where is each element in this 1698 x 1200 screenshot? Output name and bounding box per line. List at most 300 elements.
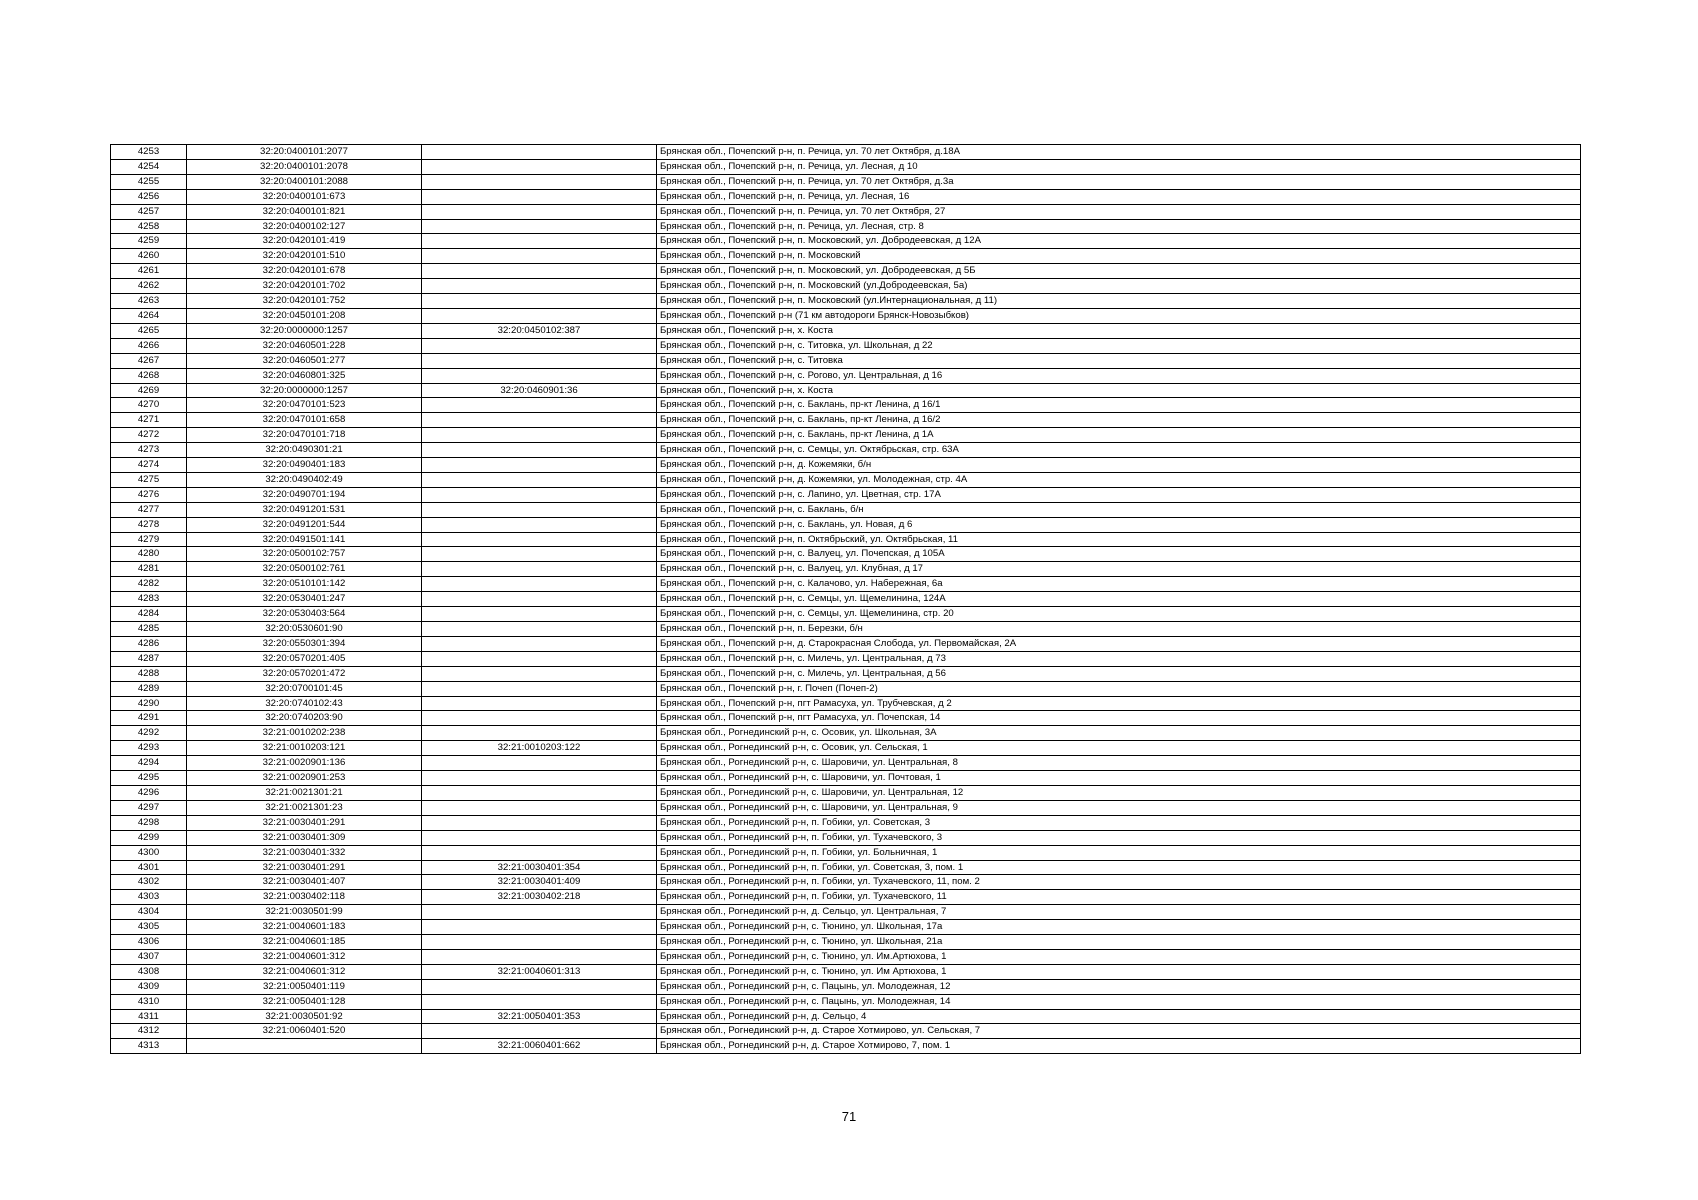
cadastral-number-cell: 32:20:0530401:247	[187, 592, 422, 607]
table-row	[111, 651, 1581, 666]
row-number-cell: 4270	[111, 398, 187, 413]
row-number-cell: 4262	[111, 279, 187, 294]
building-number-cell	[422, 487, 657, 502]
building-number-cell	[422, 607, 657, 622]
building-number-cell	[422, 472, 657, 487]
address-cell: Брянская обл., Почепский р-н, с. Семцы, ул. Октябрьская, стр. 63А	[657, 443, 1581, 458]
table-row	[111, 815, 1581, 830]
address-cell: Брянская обл., Почепский р-н, с. Баклань, пр-кт Ленина, д 16/1	[657, 398, 1581, 413]
cadastral-number-cell: 32:20:0491201:531	[187, 502, 422, 517]
row-number-cell: 4266	[111, 338, 187, 353]
row-number-cell: 4311	[111, 1009, 187, 1024]
row-number-cell: 4286	[111, 636, 187, 651]
table-row	[111, 279, 1581, 294]
row-number-cell: 4271	[111, 413, 187, 428]
building-number-cell	[422, 756, 657, 771]
row-number-cell: 4300	[111, 845, 187, 860]
address-cell: Брянская обл., Рогнединский р-н, п. Гобики, ул. Тухачевского, 11	[657, 890, 1581, 905]
row-number-cell: 4309	[111, 979, 187, 994]
table-row	[111, 458, 1581, 473]
row-number-cell: 4261	[111, 264, 187, 279]
table-row	[111, 577, 1581, 592]
building-number-cell	[422, 577, 657, 592]
building-number-cell	[422, 815, 657, 830]
cadastral-number-cell: 32:20:0470101:523	[187, 398, 422, 413]
row-number-cell: 4306	[111, 935, 187, 950]
row-number-cell: 4276	[111, 487, 187, 502]
row-number-cell: 4278	[111, 517, 187, 532]
table-row	[111, 800, 1581, 815]
cadastral-number-cell: 32:20:0500102:757	[187, 547, 422, 562]
row-number-cell: 4281	[111, 562, 187, 577]
building-number-cell	[422, 458, 657, 473]
building-number-cell	[422, 502, 657, 517]
cadastral-number-cell: 32:20:0420101:678	[187, 264, 422, 279]
cadastral-number-cell: 32:20:0400101:821	[187, 204, 422, 219]
cadastral-number-cell: 32:20:0550301:394	[187, 636, 422, 651]
address-cell: Брянская обл., Почепский р-н (71 км автодороги Брянск-Новозыбков)	[657, 308, 1581, 323]
row-number-cell: 4275	[111, 472, 187, 487]
table-row	[111, 189, 1581, 204]
row-number-cell: 4257	[111, 204, 187, 219]
address-cell: Брянская обл., Рогнединский р-н, с. Пацынь, ул. Молодежная, 14	[657, 994, 1581, 1009]
address-cell: Брянская обл., Почепский р-н, г. Почеп (Почеп-2)	[657, 681, 1581, 696]
cadastral-number-cell: 32:20:0000000:1257	[187, 383, 422, 398]
row-number-cell: 4294	[111, 756, 187, 771]
address-cell: Брянская обл., Почепский р-н, с. Титовка	[657, 353, 1581, 368]
building-number-cell	[422, 368, 657, 383]
cadastral-number-cell: 32:20:0420101:752	[187, 294, 422, 309]
address-cell: Брянская обл., Почепский р-н, с. Баклань, пр-кт Ленина, д 1А	[657, 428, 1581, 443]
row-number-cell: 4264	[111, 308, 187, 323]
building-number-cell	[422, 979, 657, 994]
row-number-cell: 4296	[111, 785, 187, 800]
table-row	[111, 562, 1581, 577]
table-row	[111, 353, 1581, 368]
building-number-cell	[422, 562, 657, 577]
row-number-cell: 4259	[111, 234, 187, 249]
table-row	[111, 711, 1581, 726]
row-number-cell: 4274	[111, 458, 187, 473]
cadastral-number-cell: 32:20:0460501:228	[187, 338, 422, 353]
cadastral-number-cell: 32:20:0490402:49	[187, 472, 422, 487]
row-number-cell: 4312	[111, 1024, 187, 1039]
row-number-cell: 4289	[111, 681, 187, 696]
table-row	[111, 666, 1581, 681]
cadastral-number-cell: 32:20:0490701:194	[187, 487, 422, 502]
table-row	[111, 383, 1581, 398]
address-cell: Брянская обл., Почепский р-н, п. Московский (ул.Интернациональная, д 11)	[657, 294, 1581, 309]
building-number-cell	[422, 264, 657, 279]
address-cell: Брянская обл., Рогнединский р-н, п. Гобики, ул. Советская, 3, пом. 1	[657, 860, 1581, 875]
building-number-cell	[422, 249, 657, 264]
address-cell: Брянская обл., Почепский р-н, п. Речица, ул. Лесная, стр. 8	[657, 219, 1581, 234]
address-cell: Брянская обл., Почепский р-н, с. Титовка, ул. Школьная, д 22	[657, 338, 1581, 353]
table-row	[111, 785, 1581, 800]
building-number-cell	[422, 681, 657, 696]
table-row	[111, 145, 1581, 160]
table-row	[111, 979, 1581, 994]
cadastral-number-cell: 32:21:0021301:21	[187, 785, 422, 800]
cadastral-number-cell: 32:21:0030401:407	[187, 875, 422, 890]
cadastral-number-cell: 32:21:0040601:312	[187, 964, 422, 979]
row-number-cell: 4265	[111, 323, 187, 338]
address-cell: Брянская обл., Почепский р-н, п. Речица, ул. Лесная, 16	[657, 189, 1581, 204]
building-number-cell	[422, 413, 657, 428]
address-cell: Брянская обл., Почепский р-н, п. Речица, ул. Лесная, д 10	[657, 159, 1581, 174]
building-number-cell	[422, 920, 657, 935]
row-number-cell: 4273	[111, 443, 187, 458]
building-number-cell	[422, 189, 657, 204]
row-number-cell: 4277	[111, 502, 187, 517]
row-number-cell: 4298	[111, 815, 187, 830]
building-number-cell: 32:21:0030401:409	[422, 875, 657, 890]
building-number-cell	[422, 622, 657, 637]
table-row	[111, 1039, 1581, 1054]
row-number-cell: 4255	[111, 174, 187, 189]
row-number-cell: 4284	[111, 607, 187, 622]
cadastral-number-cell: 32:20:0500102:761	[187, 562, 422, 577]
table-row	[111, 532, 1581, 547]
cadastral-number-cell: 32:20:0400101:2078	[187, 159, 422, 174]
building-number-cell	[422, 294, 657, 309]
cadastral-number-cell: 32:21:0030402:118	[187, 890, 422, 905]
cadastral-number-cell: 32:21:0040601:183	[187, 920, 422, 935]
cadastral-number-cell: 32:20:0530601:90	[187, 622, 422, 637]
building-number-cell	[422, 308, 657, 323]
building-number-cell	[422, 443, 657, 458]
address-cell: Брянская обл., Рогнединский р-н, п. Гобики, ул. Советская, 3	[657, 815, 1581, 830]
cadastral-number-cell: 32:20:0510101:142	[187, 577, 422, 592]
building-number-cell	[422, 532, 657, 547]
address-cell: Брянская обл., Почепский р-н, п. Октябрьский, ул. Октябрьская, 11	[657, 532, 1581, 547]
table-row	[111, 443, 1581, 458]
address-cell: Брянская обл., Почепский р-н, х. Коста	[657, 383, 1581, 398]
address-cell: Брянская обл., Почепский р-н, пгт Рамасуха, ул. Почепская, 14	[657, 711, 1581, 726]
address-cell: Брянская обл., Рогнединский р-н, с. Шаровичи, ул. Почтовая, 1	[657, 771, 1581, 786]
cadastral-number-cell: 32:20:0490401:183	[187, 458, 422, 473]
building-number-cell	[422, 726, 657, 741]
address-cell: Брянская обл., Почепский р-н, п. Московский, ул. Добродеевская, д 5Б	[657, 264, 1581, 279]
table-row	[111, 159, 1581, 174]
address-cell: Брянская обл., Почепский р-н, п. Речица, ул. 70 лет Октября, д.3а	[657, 174, 1581, 189]
building-number-cell: 32:21:0060401:662	[422, 1039, 657, 1054]
building-number-cell	[422, 204, 657, 219]
address-cell: Брянская обл., Почепский р-н, с. Валуец, ул. Клубная, д 17	[657, 562, 1581, 577]
address-cell: Брянская обл., Рогнединский р-н, с. Тюнино, ул. Им.Артюхова, 1	[657, 949, 1581, 964]
cadastral-number-cell: 32:21:0020901:136	[187, 756, 422, 771]
row-number-cell: 4263	[111, 294, 187, 309]
address-cell: Брянская обл., Почепский р-н, с. Семцы, ул. Щемелинина, 124А	[657, 592, 1581, 607]
cadastral-number-cell: 32:20:0740203:90	[187, 711, 422, 726]
building-number-cell	[422, 234, 657, 249]
address-cell: Брянская обл., Почепский р-н, п. Московский (ул.Добродеевская, 5а)	[657, 279, 1581, 294]
building-number-cell	[422, 696, 657, 711]
table-row	[111, 636, 1581, 651]
address-cell: Брянская обл., Почепский р-н, д. Кожемяки, ул. Молодежная, стр. 4А	[657, 472, 1581, 487]
table-row	[111, 323, 1581, 338]
row-number-cell: 4258	[111, 219, 187, 234]
row-number-cell: 4308	[111, 964, 187, 979]
building-number-cell: 32:21:0030401:354	[422, 860, 657, 875]
address-cell: Брянская обл., Рогнединский р-н, д. Сельцо, 4	[657, 1009, 1581, 1024]
address-cell: Брянская обл., Почепский р-н, с. Баклань, ул. Новая, д 6	[657, 517, 1581, 532]
table-row	[111, 294, 1581, 309]
cadastral-number-cell: 32:21:0040601:312	[187, 949, 422, 964]
address-cell: Брянская обл., Почепский р-н, с. Валуец, ул. Почепская, д 105А	[657, 547, 1581, 562]
building-number-cell: 32:21:0030402:218	[422, 890, 657, 905]
building-number-cell	[422, 935, 657, 950]
address-cell: Брянская обл., Рогнединский р-н, с. Тюнино, ул. Школьная, 17а	[657, 920, 1581, 935]
cadastral-number-cell: 32:20:0000000:1257	[187, 323, 422, 338]
table-row	[111, 756, 1581, 771]
cadastral-number-cell: 32:21:0010203:121	[187, 741, 422, 756]
table-row	[111, 487, 1581, 502]
address-cell: Брянская обл., Почепский р-н, д. Кожемяки, б/н	[657, 458, 1581, 473]
cadastral-number-cell: 32:20:0491501:141	[187, 532, 422, 547]
address-cell: Брянская обл., Почепский р-н, с. Рогово, ул. Центральная, д 16	[657, 368, 1581, 383]
building-number-cell	[422, 994, 657, 1009]
table-row	[111, 547, 1581, 562]
address-cell: Брянская обл., Почепский р-н, п. Речица, ул. 70 лет Октября, д.18А	[657, 145, 1581, 160]
building-number-cell	[422, 905, 657, 920]
table-row	[111, 308, 1581, 323]
row-number-cell: 4268	[111, 368, 187, 383]
building-number-cell	[422, 771, 657, 786]
table-row	[111, 830, 1581, 845]
table-row	[111, 920, 1581, 935]
address-cell: Брянская обл., Почепский р-н, д. Старокрасная Слобода, ул. Первомайская, 2А	[657, 636, 1581, 651]
cadastral-number-cell: 32:20:0400102:127	[187, 219, 422, 234]
cadastral-number-cell: 32:21:0030501:92	[187, 1009, 422, 1024]
building-number-cell	[422, 279, 657, 294]
row-number-cell: 4279	[111, 532, 187, 547]
cadastral-number-cell: 32:20:0570201:405	[187, 651, 422, 666]
table-row	[111, 413, 1581, 428]
table-row	[111, 264, 1581, 279]
cadastral-number-cell: 32:20:0420101:702	[187, 279, 422, 294]
table-row	[111, 949, 1581, 964]
cadastral-number-cell: 32:20:0450101:208	[187, 308, 422, 323]
row-number-cell: 4256	[111, 189, 187, 204]
table-row	[111, 875, 1581, 890]
building-number-cell	[422, 785, 657, 800]
cadastral-number-cell	[187, 1039, 422, 1054]
cadastral-number-cell: 32:20:0570201:472	[187, 666, 422, 681]
address-cell: Брянская обл., Рогнединский р-н, с. Тюнино, ул. Школьная, 21а	[657, 935, 1581, 950]
row-number-cell: 4287	[111, 651, 187, 666]
building-number-cell	[422, 145, 657, 160]
row-number-cell: 4299	[111, 830, 187, 845]
building-number-cell	[422, 219, 657, 234]
row-number-cell: 4285	[111, 622, 187, 637]
building-number-cell: 32:21:0040601:313	[422, 964, 657, 979]
table-row	[111, 905, 1581, 920]
cadastral-number-cell: 32:20:0740102:43	[187, 696, 422, 711]
building-number-cell	[422, 159, 657, 174]
cadastral-number-cell: 32:20:0400101:2077	[187, 145, 422, 160]
building-number-cell	[422, 636, 657, 651]
address-cell: Брянская обл., Почепский р-н, с. Милечь, ул. Центральная, д 73	[657, 651, 1581, 666]
table-row	[111, 681, 1581, 696]
address-cell: Брянская обл., Рогнединский р-н, п. Гобики, ул. Тухачевского, 3	[657, 830, 1581, 845]
row-number-cell: 4282	[111, 577, 187, 592]
building-number-cell	[422, 1024, 657, 1039]
cadastral-number-cell: 32:20:0460501:277	[187, 353, 422, 368]
address-cell: Брянская обл., Рогнединский р-н, с. Шаровичи, ул. Центральная, 12	[657, 785, 1581, 800]
address-cell: Брянская обл., Почепский р-н, п. Московский	[657, 249, 1581, 264]
row-number-cell: 4260	[111, 249, 187, 264]
row-number-cell: 4297	[111, 800, 187, 815]
cadastral-number-cell: 32:21:0050401:119	[187, 979, 422, 994]
table-row	[111, 249, 1581, 264]
table-row	[111, 726, 1581, 741]
building-number-cell	[422, 428, 657, 443]
address-cell: Брянская обл., Почепский р-н, п. Речица, ул. 70 лет Октября, 27	[657, 204, 1581, 219]
table-row	[111, 622, 1581, 637]
address-cell: Брянская обл., Почепский р-н, с. Милечь, ул. Центральная, д 56	[657, 666, 1581, 681]
building-number-cell	[422, 353, 657, 368]
cadastral-number-cell: 32:21:0050401:128	[187, 994, 422, 1009]
table-row	[111, 860, 1581, 875]
row-number-cell: 4267	[111, 353, 187, 368]
cadastral-number-cell: 32:20:0491201:544	[187, 517, 422, 532]
table-row	[111, 741, 1581, 756]
cadastral-number-cell: 32:20:0400101:673	[187, 189, 422, 204]
table-row	[111, 1024, 1581, 1039]
building-number-cell	[422, 174, 657, 189]
table-row	[111, 607, 1581, 622]
cadastral-number-cell: 32:20:0470101:658	[187, 413, 422, 428]
building-number-cell: 32:20:0450102:387	[422, 323, 657, 338]
row-number-cell: 4291	[111, 711, 187, 726]
table-row	[111, 845, 1581, 860]
row-number-cell: 4288	[111, 666, 187, 681]
cadastral-number-cell: 32:20:0490301:21	[187, 443, 422, 458]
cadastral-number-cell: 32:21:0030501:99	[187, 905, 422, 920]
row-number-cell: 4272	[111, 428, 187, 443]
row-number-cell: 4253	[111, 145, 187, 160]
address-cell: Брянская обл., Рогнединский р-н, с. Тюнино, ул. Им Артюхова, 1	[657, 964, 1581, 979]
cadastral-number-cell: 32:21:0030401:332	[187, 845, 422, 860]
table-row	[111, 964, 1581, 979]
register-table	[110, 144, 1581, 1054]
building-number-cell	[422, 547, 657, 562]
row-number-cell: 4283	[111, 592, 187, 607]
row-number-cell: 4290	[111, 696, 187, 711]
table-row	[111, 771, 1581, 786]
table-row	[111, 398, 1581, 413]
building-number-cell: 32:21:0050401:353	[422, 1009, 657, 1024]
address-cell: Брянская обл., Рогнединский р-н, д. Старое Хотмирово, 7, пом. 1	[657, 1039, 1581, 1054]
building-number-cell	[422, 592, 657, 607]
cadastral-number-cell: 32:20:0530403:564	[187, 607, 422, 622]
address-cell: Брянская обл., Рогнединский р-н, с. Осовик, ул. Школьная, 3А	[657, 726, 1581, 741]
table-row	[111, 428, 1581, 443]
register-body	[111, 145, 1581, 1054]
building-number-cell: 32:20:0460901:36	[422, 383, 657, 398]
table-row	[111, 517, 1581, 532]
address-cell: Брянская обл., Почепский р-н, с. Калачово, ул. Набережная, 6а	[657, 577, 1581, 592]
building-number-cell	[422, 651, 657, 666]
cadastral-number-cell: 32:20:0470101:718	[187, 428, 422, 443]
address-cell: Брянская обл., Почепский р-н, с. Лапино, ул. Цветная, стр. 17А	[657, 487, 1581, 502]
address-cell: Брянская обл., Рогнединский р-н, с. Шаровичи, ул. Центральная, 9	[657, 800, 1581, 815]
row-number-cell: 4303	[111, 890, 187, 905]
building-number-cell	[422, 800, 657, 815]
address-cell: Брянская обл., Рогнединский р-н, с. Шаровичи, ул. Центральная, 8	[657, 756, 1581, 771]
table-row	[111, 696, 1581, 711]
address-cell: Брянская обл., Рогнединский р-н, п. Гобики, ул. Больничная, 1	[657, 845, 1581, 860]
address-cell: Брянская обл., Почепский р-н, п. Московский, ул. Добродеевская, д 12А	[657, 234, 1581, 249]
cadastral-number-cell: 32:21:0030401:291	[187, 815, 422, 830]
page-number: 71	[841, 1109, 857, 1124]
address-cell: Брянская обл., Рогнединский р-н, п. Гобики, ул. Тухачевского, 11, пом. 2	[657, 875, 1581, 890]
cadastral-number-cell: 32:21:0030401:309	[187, 830, 422, 845]
address-cell: Брянская обл., Рогнединский р-н, с. Пацынь, ул. Молодежная, 12	[657, 979, 1581, 994]
cadastral-number-cell: 32:21:0021301:23	[187, 800, 422, 815]
table-row	[111, 592, 1581, 607]
table-row	[111, 204, 1581, 219]
building-number-cell	[422, 666, 657, 681]
building-number-cell: 32:21:0010203:122	[422, 741, 657, 756]
table-row	[111, 338, 1581, 353]
building-number-cell	[422, 338, 657, 353]
cadastral-number-cell: 32:20:0460801:325	[187, 368, 422, 383]
row-number-cell: 4254	[111, 159, 187, 174]
building-number-cell	[422, 830, 657, 845]
building-number-cell	[422, 711, 657, 726]
address-cell: Брянская обл., Почепский р-н, п. Березки, б/н	[657, 622, 1581, 637]
row-number-cell: 4301	[111, 860, 187, 875]
table-row	[111, 935, 1581, 950]
table-row	[111, 174, 1581, 189]
table-row	[111, 1009, 1581, 1024]
table-row	[111, 994, 1581, 1009]
cadastral-number-cell: 32:21:0030401:291	[187, 860, 422, 875]
cadastral-number-cell: 32:21:0040601:185	[187, 935, 422, 950]
cadastral-number-cell: 32:20:0420101:419	[187, 234, 422, 249]
row-number-cell: 4292	[111, 726, 187, 741]
row-number-cell: 4302	[111, 875, 187, 890]
row-number-cell: 4305	[111, 920, 187, 935]
table-row	[111, 368, 1581, 383]
cadastral-number-cell: 32:21:0020901:253	[187, 771, 422, 786]
address-cell: Брянская обл., Почепский р-н, с. Семцы, ул. Щемелинина, стр. 20	[657, 607, 1581, 622]
row-number-cell: 4293	[111, 741, 187, 756]
address-cell: Брянская обл., Почепский р-н, х. Коста	[657, 323, 1581, 338]
address-cell: Брянская обл., Почепский р-н, с. Баклань, пр-кт Ленина, д 16/2	[657, 413, 1581, 428]
cadastral-number-cell: 32:20:0700101:45	[187, 681, 422, 696]
cadastral-number-cell: 32:20:0420101:510	[187, 249, 422, 264]
address-cell: Брянская обл., Рогнединский р-н, д. Старое Хотмирово, ул. Сельская, 7	[657, 1024, 1581, 1039]
row-number-cell: 4313	[111, 1039, 187, 1054]
row-number-cell: 4280	[111, 547, 187, 562]
cadastral-number-cell: 32:21:0060401:520	[187, 1024, 422, 1039]
row-number-cell: 4310	[111, 994, 187, 1009]
table-row	[111, 234, 1581, 249]
table-row	[111, 502, 1581, 517]
address-cell: Брянская обл., Почепский р-н, с. Баклань, б/н	[657, 502, 1581, 517]
building-number-cell	[422, 845, 657, 860]
row-number-cell: 4269	[111, 383, 187, 398]
table-row	[111, 472, 1581, 487]
row-number-cell: 4307	[111, 949, 187, 964]
cadastral-number-cell: 32:20:0400101:2088	[187, 174, 422, 189]
building-number-cell	[422, 398, 657, 413]
row-number-cell: 4304	[111, 905, 187, 920]
address-cell: Брянская обл., Рогнединский р-н, д. Сельцо, ул. Центральная, 7	[657, 905, 1581, 920]
